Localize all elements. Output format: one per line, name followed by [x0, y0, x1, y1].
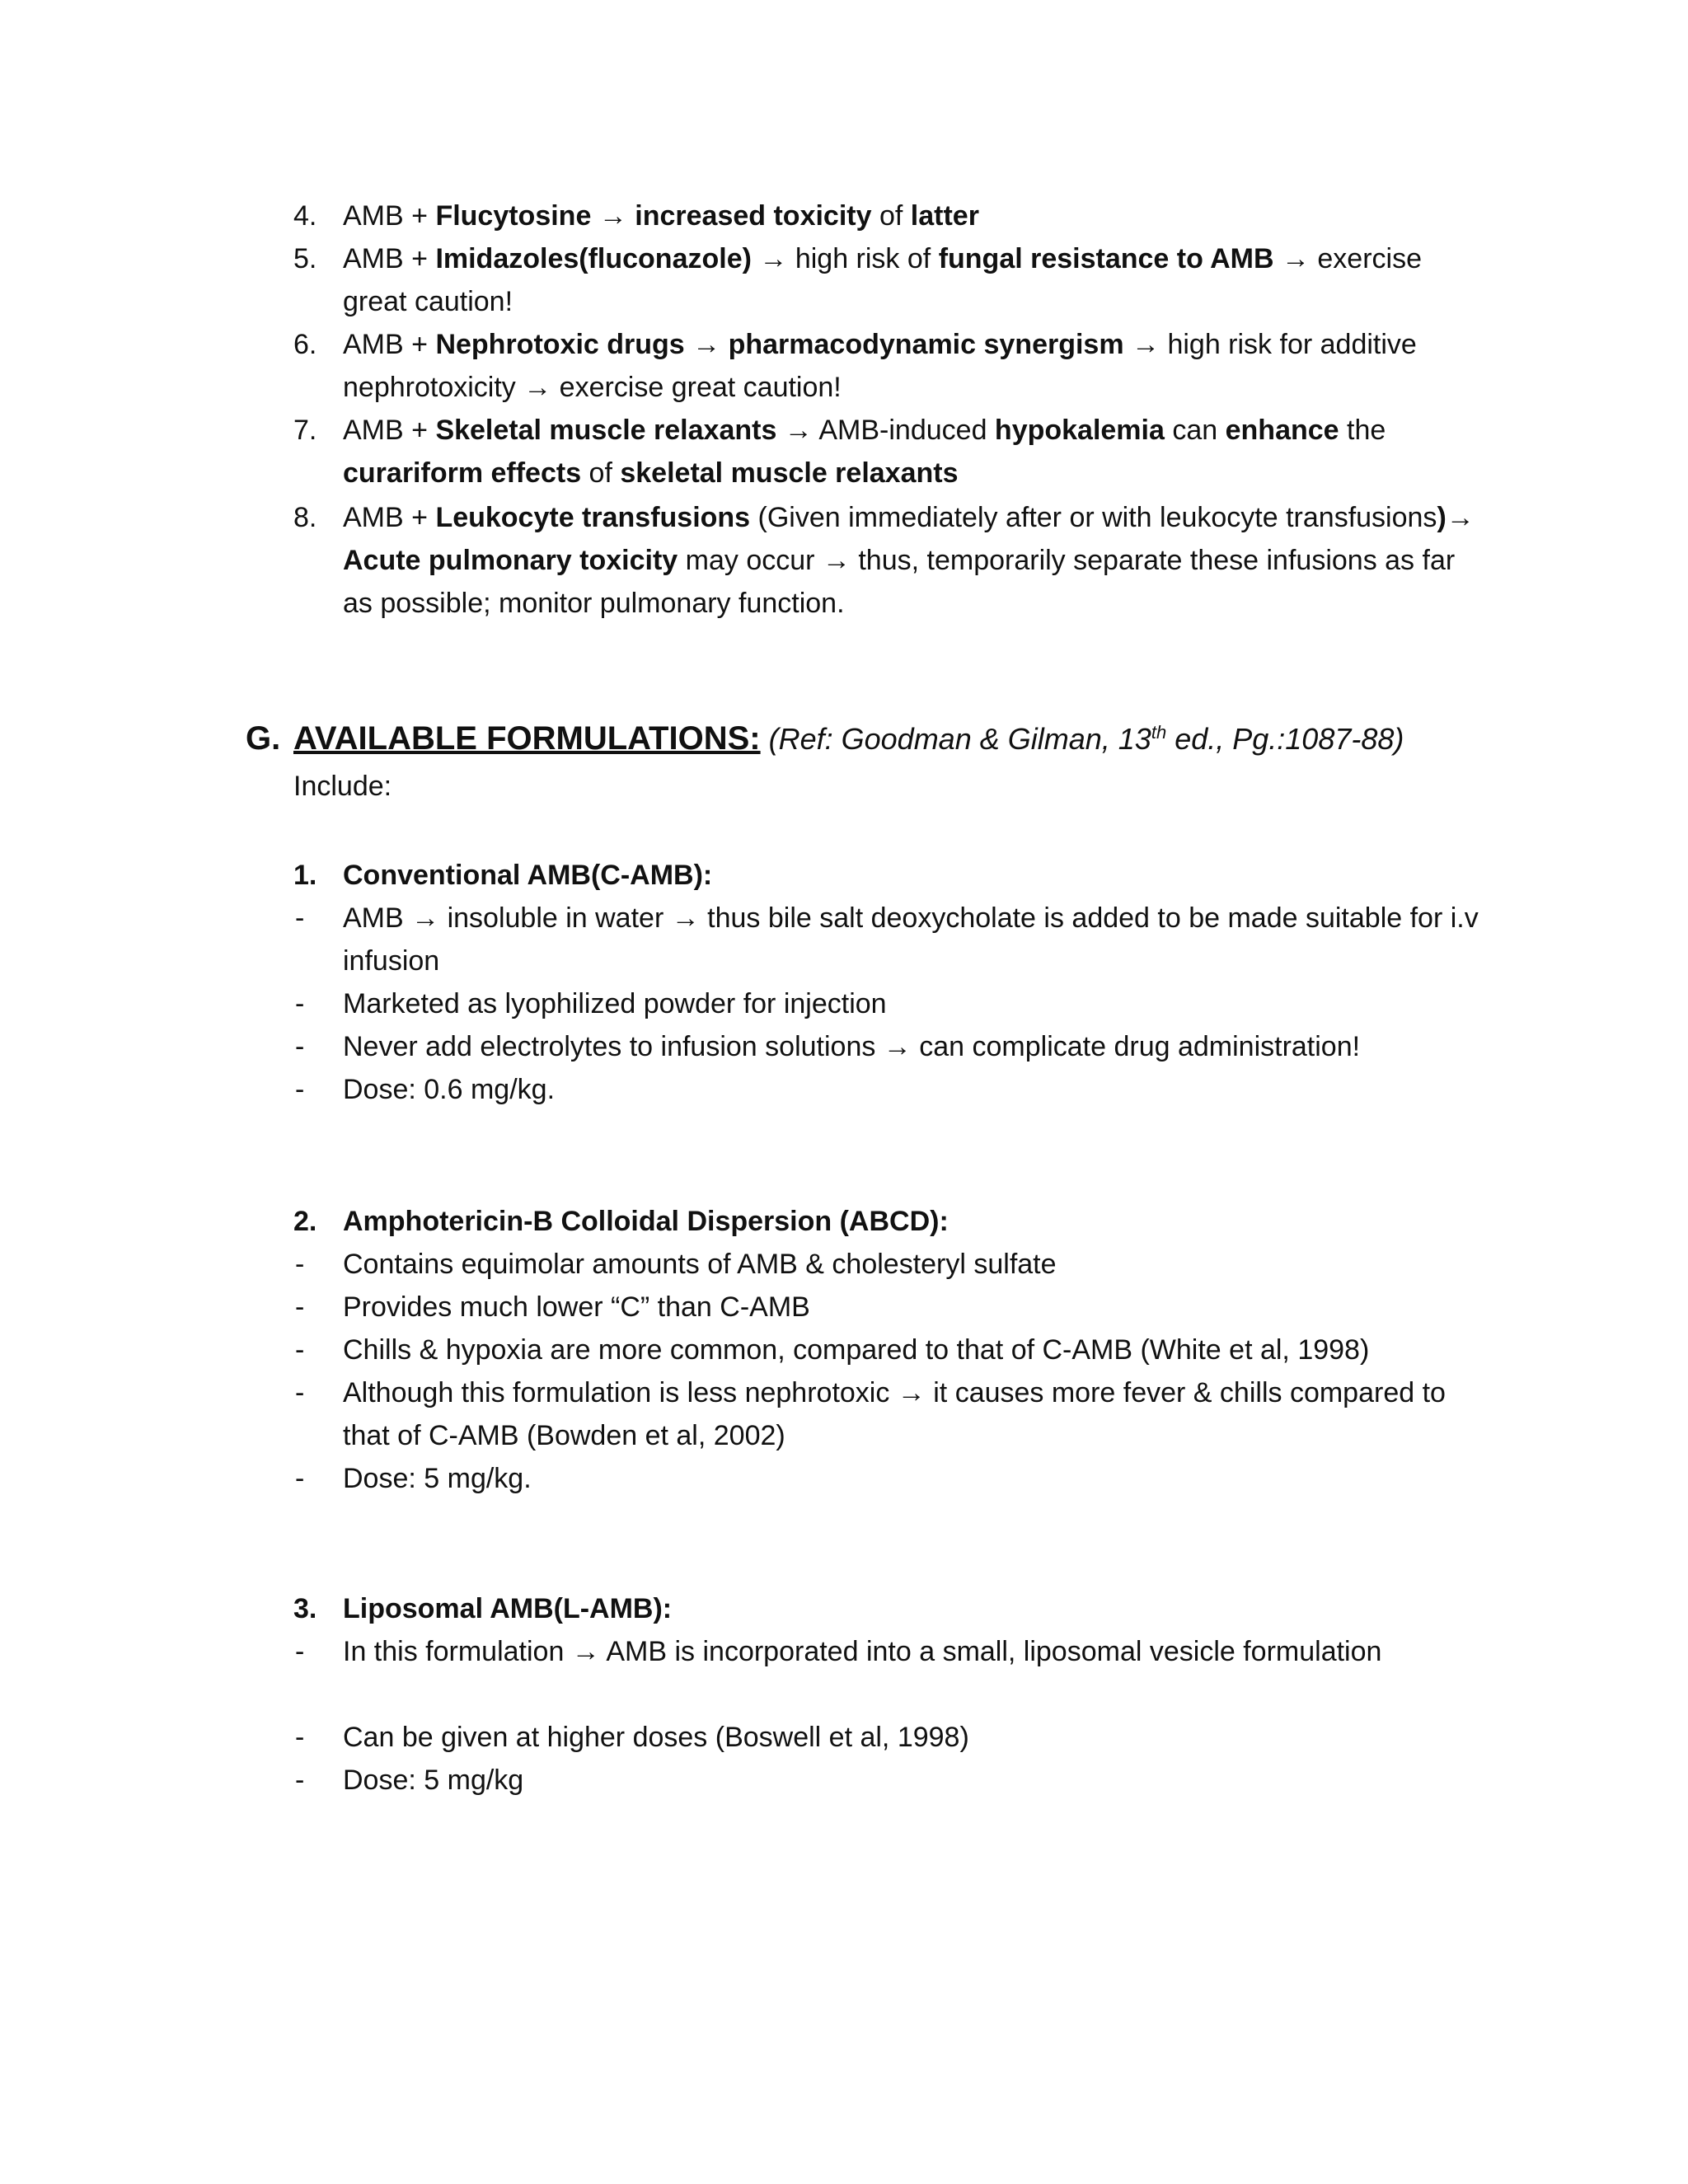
bullet-text: In this formulation → AMB is incorporated into a small, liposomal vesicle formulation: [343, 1636, 1382, 1667]
bullet-text: Dose: 0.6 mg/kg.: [343, 1074, 556, 1105]
bullet-text: Although this formulation is less nephrotoxic → it causes more fever & chills compared to that of C-AMB (Bowden et al, 2002): [343, 1377, 1446, 1451]
list-text: AMB + Nephrotoxic drugs → pharmacodynamic synergism → high risk for additive nephrotoxicity → exercise great caution!: [343, 329, 1417, 403]
formulation-number: 2.: [293, 1206, 317, 1237]
list-text: AMB + Skeletal muscle relaxants → AMB-induced hypokalemia can enhance the curariform effects of skeletal muscle relaxants: [343, 415, 1386, 489]
bullet-text: Marketed as lyophilized powder for injection: [343, 988, 887, 1019]
bullet-text: Dose: 5 mg/kg: [343, 1765, 524, 1796]
formulation-title: Conventional AMB(C-AMB):: [343, 860, 713, 891]
formulation-number: 1.: [293, 860, 317, 891]
formulation-title: Amphotericin-B Colloidal Dispersion (ABCD):: [343, 1206, 949, 1237]
formulation-number: 3.: [293, 1593, 317, 1624]
include-label: Include:: [293, 771, 392, 802]
list-number: 7.: [293, 415, 317, 446]
bullet-text: Provides much lower “C” than C-AMB: [343, 1291, 810, 1323]
bullet-text: Can be given at higher doses (Boswell et al, 1998): [343, 1722, 969, 1753]
bullet-text: Never add electrolytes to infusion solutions → can complicate drug administration!: [343, 1031, 1361, 1062]
document-page: 4. AMB + Flucytosine → increased toxicity of latter 5. AMB + Imidazoles(fluconazole) → high risk of fungal resistance to AMB → exercise great caution! 6. AMB + Nephrotoxic drugs → pharmacodynamic synergism → high risk for additive nephrotoxicity → exercise great caution! 7. AMB + Skeletal muscle relaxants → AMB-induced hypokalemia can enhance the curariform effects of skeletal muscle relaxants 8. AMB + Leukocyte transfusions (Given immediately after or with leukocyte transfusions)→ Acute pulmonary toxicity may occur → thus, temporarily separate these infusions as far as possible; monitor pulmonary function. G. AVAILABLE FORMULATIONS: (Ref: Goodman & Gilman, 13th ed., Pg.:1087-88) Include: 1. Conventional AMB(C-AMB): - AMB → insoluble in water → thus bile salt deoxycholate is added to be made suitable for i.v infusion - Marketed as lyophilized powder for injection - Never add electrolytes to infusion solutions → can complicate drug administration! - Dose: 0.6 mg/kg. 2. Amphotericin-B Colloidal Dispersion (ABCD): - Contains equimolar amounts of AMB & cholesteryl sulfate - Provides much lower “C” than C-AMB - Chills & hypoxia are more common, compared to that of C-AMB (White et al, 1998) - Although this formulation is less nephrotoxic → it causes more fever & chills compared to that of C-AMB (Bowden et al, 2002) - Dose: 5 mg/kg. 3. Liposomal AMB(L-AMB): - In this formulation → AMB is incorporated into a small, liposomal vesicle formulation - Can be given at higher doses (Boswell et al, 1998) - Dose: 5 mg/kg: [0, 0, 1688, 2184]
list-number: 5.: [293, 243, 317, 274]
section-reference: (Ref: Goodman & Gilman, 13th ed., Pg.:1087-88): [760, 722, 1404, 756]
list-text: AMB + Imidazoles(fluconazole) → high risk of fungal resistance to AMB → exercise great caution!: [343, 243, 1422, 317]
bullet-text: Chills & hypoxia are more common, compared to that of C-AMB (White et al, 1998): [343, 1334, 1370, 1366]
section-letter: G.: [246, 720, 281, 757]
list-text: AMB + Flucytosine → increased toxicity of latter: [343, 200, 979, 232]
formulation-title: Liposomal AMB(L-AMB):: [343, 1593, 673, 1624]
list-number: 4.: [293, 200, 317, 232]
section-title: AVAILABLE FORMULATIONS:: [293, 720, 761, 757]
list-text: AMB + Leukocyte transfusions (Given immediately after or with leukocyte transfusions)→ Acute pulmonary toxicity may occur → thus, temporarily separate these infusions as far as possible; monitor pulmonary function.: [343, 502, 1475, 619]
bullet-text: Dose: 5 mg/kg.: [343, 1463, 532, 1494]
bullet-text: Contains equimolar amounts of AMB & cholesteryl sulfate: [343, 1249, 1057, 1280]
bullet-text: AMB → insoluble in water → thus bile salt deoxycholate is added to be made suitable for i.v infusion: [343, 902, 1479, 977]
list-number: 6.: [293, 329, 317, 360]
section-heading: [246, 714, 1404, 764]
list-number: 8.: [293, 502, 317, 533]
